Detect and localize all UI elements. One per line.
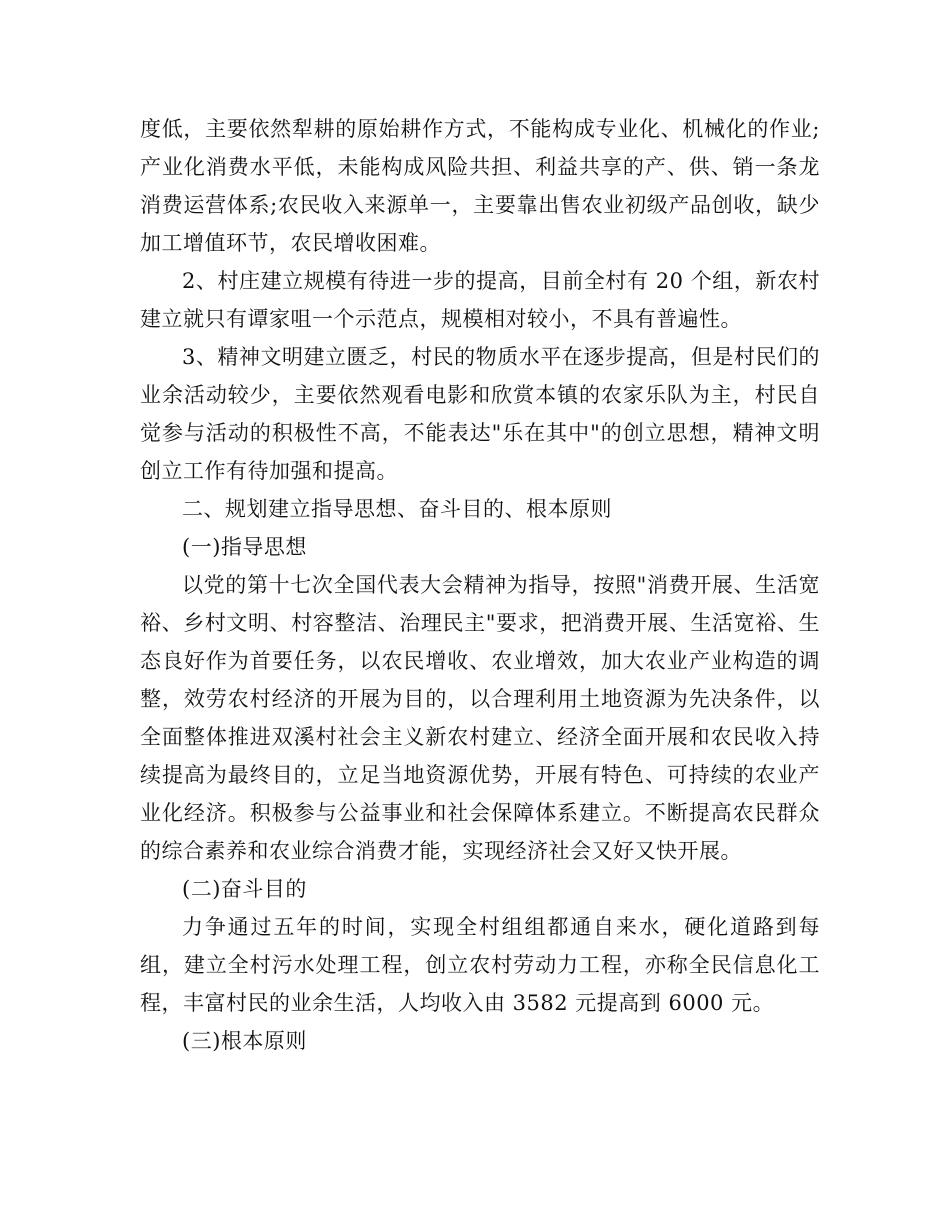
section-heading: 二、规划建立指导思想、奋斗目的、根本原则	[182, 497, 612, 521]
paragraph-item-3: 3、精神文明建立匮乏，村民的物质水平在逐步提高，但是村民们的业余活动较少，主要依然观看电影和欣赏本镇的农家乐队为主，村民自觉参与活动的积极性不高，不能表达"乐在其中"的创立思想，精神文明创立工作有待加强和提高。	[140, 345, 820, 483]
paragraph-guiding-thought: 以党的第十七次全国代表大会精神为指导，按照"消费开展、生活宽裕、乡村文明、村容整洁、治理民主"要求，把消费开展、生活宽裕、生态良好作为首要任务，以农民增收、农业增效，加大农业产业构造的调整，效劳农村经济的开展为目的，以合理利用土地资源为先决条件，以全面整体推进双溪村社会主义新农村建立、经济全面开展和农民收入持续提高为最终目的，立足当地资源优势，开展有特色、可持续的农业产业化经济。积极参与公益事业和社会保障体系建立。不断提高农民群众的综合素养和农业综合消费才能，实现经济社会又好又快开展。	[140, 573, 820, 863]
paragraph-continuation: 度低，主要依然犁耕的原始耕作方式，不能构成专业化、机械化的作业;产业化消费水平低，未能构成风险共担、利益共享的产、供、销一条龙消费运营体系;农民收入来源单一，主要靠出售农业初级产品创收，缺少加工增值环节，农民增收困难。	[140, 117, 820, 255]
document-page	[140, 110, 820, 1060]
subheading-guiding-thought: (一)指导思想	[182, 535, 307, 559]
subheading-principles: (三)根本原则	[182, 1029, 307, 1053]
paragraph-item-2: 2、村庄建立规模有待进一步的提高，目前全村有 20 个组，新农村建立就只有谭家咀一个示范点，规模相对较小，不具有普遍性。	[140, 269, 820, 331]
paragraph-goal: 力争通过五年的时间，实现全村组组都通自来水，硬化道路到每组，建立全村污水处理工程，创立农村劳动力工程，亦称全民信息化工程，丰富村民的业余生活，人均收入由 3582 元提高到 6000 元。	[140, 915, 820, 1015]
subheading-goal: (二)奋斗目的	[182, 877, 307, 901]
